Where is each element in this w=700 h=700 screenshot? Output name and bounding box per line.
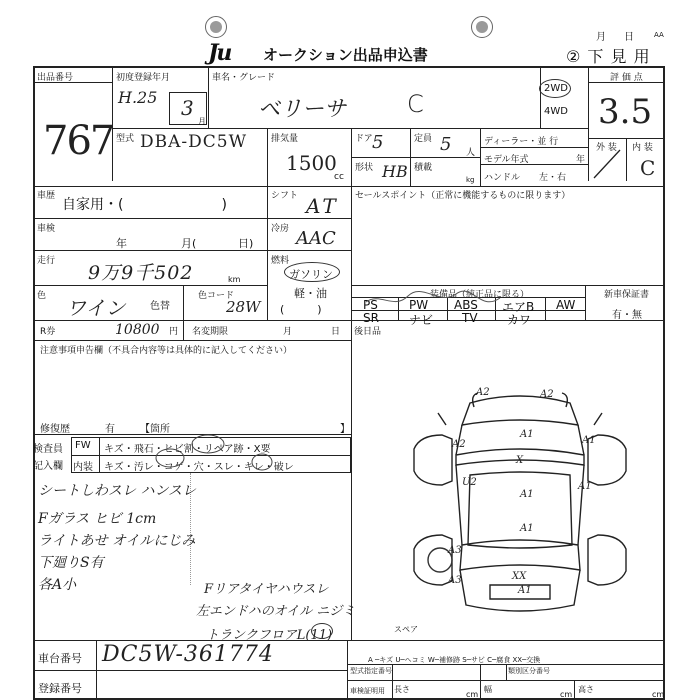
lot-label: 出品番号 — [37, 73, 74, 83]
note-8: トランクフロアL(11) — [206, 628, 333, 643]
equip-pw: PW — [409, 298, 429, 312]
car-name-value: ベリーサ — [258, 97, 347, 122]
equipment-scribble — [360, 284, 510, 324]
damage-mark-9: A2 — [540, 389, 554, 400]
length-unit: cm — [466, 690, 479, 699]
handle-label: ハンドル — [484, 173, 521, 183]
inner-rating-label: 内 装 — [632, 143, 653, 153]
aircon-label: 冷房 — [271, 224, 290, 234]
car-cert-label: 車検証明用 — [350, 687, 385, 695]
drive-2wd-circle — [539, 79, 571, 98]
inspection-year: 年 — [116, 237, 127, 250]
equip-aw: AW — [556, 298, 576, 312]
equip-abs: ABS — [454, 298, 478, 312]
sales-point-label: セールスポイント（正常に機能するものに限ります） — [355, 191, 571, 201]
damage-mark-13: A1 — [518, 585, 532, 596]
capacity-value: 5 — [440, 134, 452, 155]
damage-mark-5: X — [516, 455, 524, 466]
fuel-label: 燃料 — [271, 256, 290, 266]
tax-day: 日 — [331, 327, 341, 337]
capacity-label: 定員 — [414, 134, 433, 144]
warranty-label: 新車保証書 — [604, 290, 650, 300]
punch-hole-right — [471, 16, 493, 38]
car-name-label: 車名・グレード — [212, 73, 276, 83]
length-label: 長さ — [394, 685, 410, 694]
shape-label: 形状 — [355, 163, 374, 173]
first-reg-month: 3 — [181, 96, 194, 120]
lot-value: 767 — [43, 118, 114, 164]
equip-tv: TV — [462, 311, 478, 325]
inspector-circles — [140, 434, 340, 474]
damage-mark-1: A1 — [520, 429, 534, 440]
shift-value: AT — [306, 194, 339, 218]
rating-label: 評 価 点 — [610, 73, 643, 83]
damage-mark-10: A3 — [448, 545, 462, 556]
month-label: 月 — [596, 32, 606, 43]
interior-codes: キズ・汚レ・コゲ・穴・スレ・キレ・破レ — [104, 462, 294, 473]
equip-sr: SR — [363, 311, 379, 325]
note-3: ライトあせ オイルにじみ — [38, 533, 196, 549]
tax-label: 名変期限 — [192, 327, 229, 337]
punch-hole-left — [205, 16, 227, 38]
drive-4wd: 4WD — [544, 106, 568, 117]
color-label: 色 — [37, 291, 47, 301]
car-diagram — [400, 385, 640, 625]
car-grade-value: C — [407, 90, 424, 118]
chassis-value: DC5W-361774 — [102, 642, 274, 667]
handle-options: 左・右 — [539, 173, 567, 183]
doors-value: 5 — [372, 132, 384, 153]
equipment-label: 装備品（純正品に限る） — [430, 290, 530, 300]
color-code-value: 28W — [226, 298, 261, 316]
rating-value: 3.5 — [598, 92, 653, 132]
inner-rating-value: C — [640, 156, 656, 180]
copy-label: ② 下 見 用 — [566, 47, 651, 66]
later-label: 後日品 — [354, 327, 382, 337]
damage-mark-8: A1 — [520, 523, 534, 534]
damage-mark-6: U2 — [462, 477, 477, 488]
doors-label: ドア — [355, 134, 373, 144]
height-label: 高さ — [578, 685, 594, 694]
history-label: 車歴 — [37, 191, 56, 201]
history-value: 自家用・( ) — [62, 197, 227, 213]
fuel-diesel: 軽・油 — [294, 287, 327, 300]
height-unit: cm — [652, 690, 665, 699]
fuel-circle — [284, 262, 340, 282]
form-title: オークション出品申込書 — [263, 46, 428, 64]
displacement-label: 排気量 — [271, 134, 299, 144]
load-label: 積載 — [414, 163, 433, 173]
damage-mark-0: A2 — [476, 387, 490, 398]
mileage-label: 走行 — [37, 256, 56, 266]
recycle-value: 10800 — [115, 322, 160, 338]
equip-ps: PS — [363, 298, 378, 312]
color-value: ワイン — [66, 296, 126, 320]
width-label: 幅 — [484, 685, 492, 694]
mileage-unit: km — [228, 275, 241, 284]
repair-value: 有 — [105, 424, 115, 435]
type-cert-label: 型式指定番号 — [350, 667, 392, 675]
displacement-unit: cc — [334, 172, 344, 182]
first-reg-year: H.25 — [118, 88, 158, 107]
chassis-label: 車台番号 — [38, 652, 82, 665]
width-unit: cm — [560, 690, 573, 699]
inspector-label: 検査員 — [33, 444, 63, 455]
mileage-value: 9万9千502 — [88, 262, 194, 284]
interior-label: 内装 — [73, 462, 93, 473]
note-circle — [311, 623, 333, 639]
note-6: Fリアタイヤハウスレ — [204, 582, 329, 597]
first-reg-label: 初度登録年月 — [116, 73, 171, 83]
inspection-label: 車検 — [37, 224, 56, 234]
outer-rating-slash — [588, 148, 628, 181]
fuel-gasoline: ガソリン — [289, 268, 333, 281]
fw-label: FW — [75, 440, 91, 451]
damage-mark-12: XX — [512, 571, 527, 582]
model-year-label: モデル年式 — [484, 155, 529, 165]
aircon-value: AAC — [296, 228, 336, 249]
model-label: 型式 — [116, 134, 135, 144]
registration-label: 登録番号 — [38, 682, 82, 695]
note-4: 下廻りS有 — [38, 555, 104, 571]
damage-legend: A ─キズ U─ヘコミ W─補修跡 S─サビ C─腐食 XX─交換 — [368, 656, 541, 664]
fuel-paren: ( ) — [280, 303, 322, 316]
note-7: 左エンドハのオイル ニジミ — [196, 604, 356, 619]
repair-end: 】 — [340, 424, 350, 435]
equip-airbag: エアB — [502, 300, 535, 314]
load-unit: kg — [466, 176, 475, 184]
exterior-codes: キズ・飛石・ヒビ割・リペア跡・X要 — [104, 444, 271, 455]
model-year-unit: 年 — [576, 155, 586, 165]
ju-logo: Ju — [208, 40, 231, 66]
first-reg-month-unit: 月 — [198, 117, 206, 126]
note-1: シートしわスレ ハンスレ — [38, 483, 197, 499]
damage-mark-3: A1 — [582, 435, 596, 446]
outer-rating-label: 外 装 — [596, 143, 617, 153]
damage-mark-7: A1 — [578, 481, 592, 492]
dealer-label: ディーラー・並 行 — [484, 137, 559, 147]
notice-label: 注意事項申告欄（不具合内容等は具体的に記入してください） — [40, 346, 293, 356]
repair-label: 修復歴 — [40, 424, 70, 435]
check-label: 記入欄 — [33, 461, 63, 472]
damage-mark-2: A2 — [452, 439, 466, 450]
shape-value: HB — [382, 162, 408, 181]
note-2: Fガラス ヒビ 1cm — [38, 511, 157, 527]
repair-place: 【箇所 — [140, 424, 170, 435]
capacity-unit: 人 — [466, 148, 476, 158]
displacement-value: 1500 — [286, 151, 337, 175]
inspection-month: 月( — [181, 237, 197, 250]
recycle-unit: 円 — [169, 327, 179, 337]
color-code-label: 色コード — [198, 291, 235, 301]
note-5: 各A小 — [38, 577, 77, 593]
damage-mark-4: A1 — [520, 489, 534, 500]
warranty-value: 有・無 — [612, 310, 642, 321]
model-value: DBA-DC5W — [140, 132, 248, 152]
drive-2wd: 2WD — [544, 83, 568, 94]
equip-navi: ナビ — [409, 313, 434, 327]
equip-leather: カワ — [507, 313, 532, 327]
spare-label: スペア — [394, 625, 418, 634]
tax-month: 月 — [283, 327, 293, 337]
color-change-label: 色替 — [150, 301, 170, 312]
class-label: 類別区分番号 — [508, 667, 550, 675]
shift-label: シフト — [271, 191, 299, 201]
damage-mark-11: A3 — [448, 575, 462, 586]
recycle-label: R券 — [40, 327, 56, 337]
aa-label: AA — [654, 31, 664, 39]
day-label: 日 — [624, 32, 634, 43]
inspection-day: 日) — [238, 237, 254, 250]
